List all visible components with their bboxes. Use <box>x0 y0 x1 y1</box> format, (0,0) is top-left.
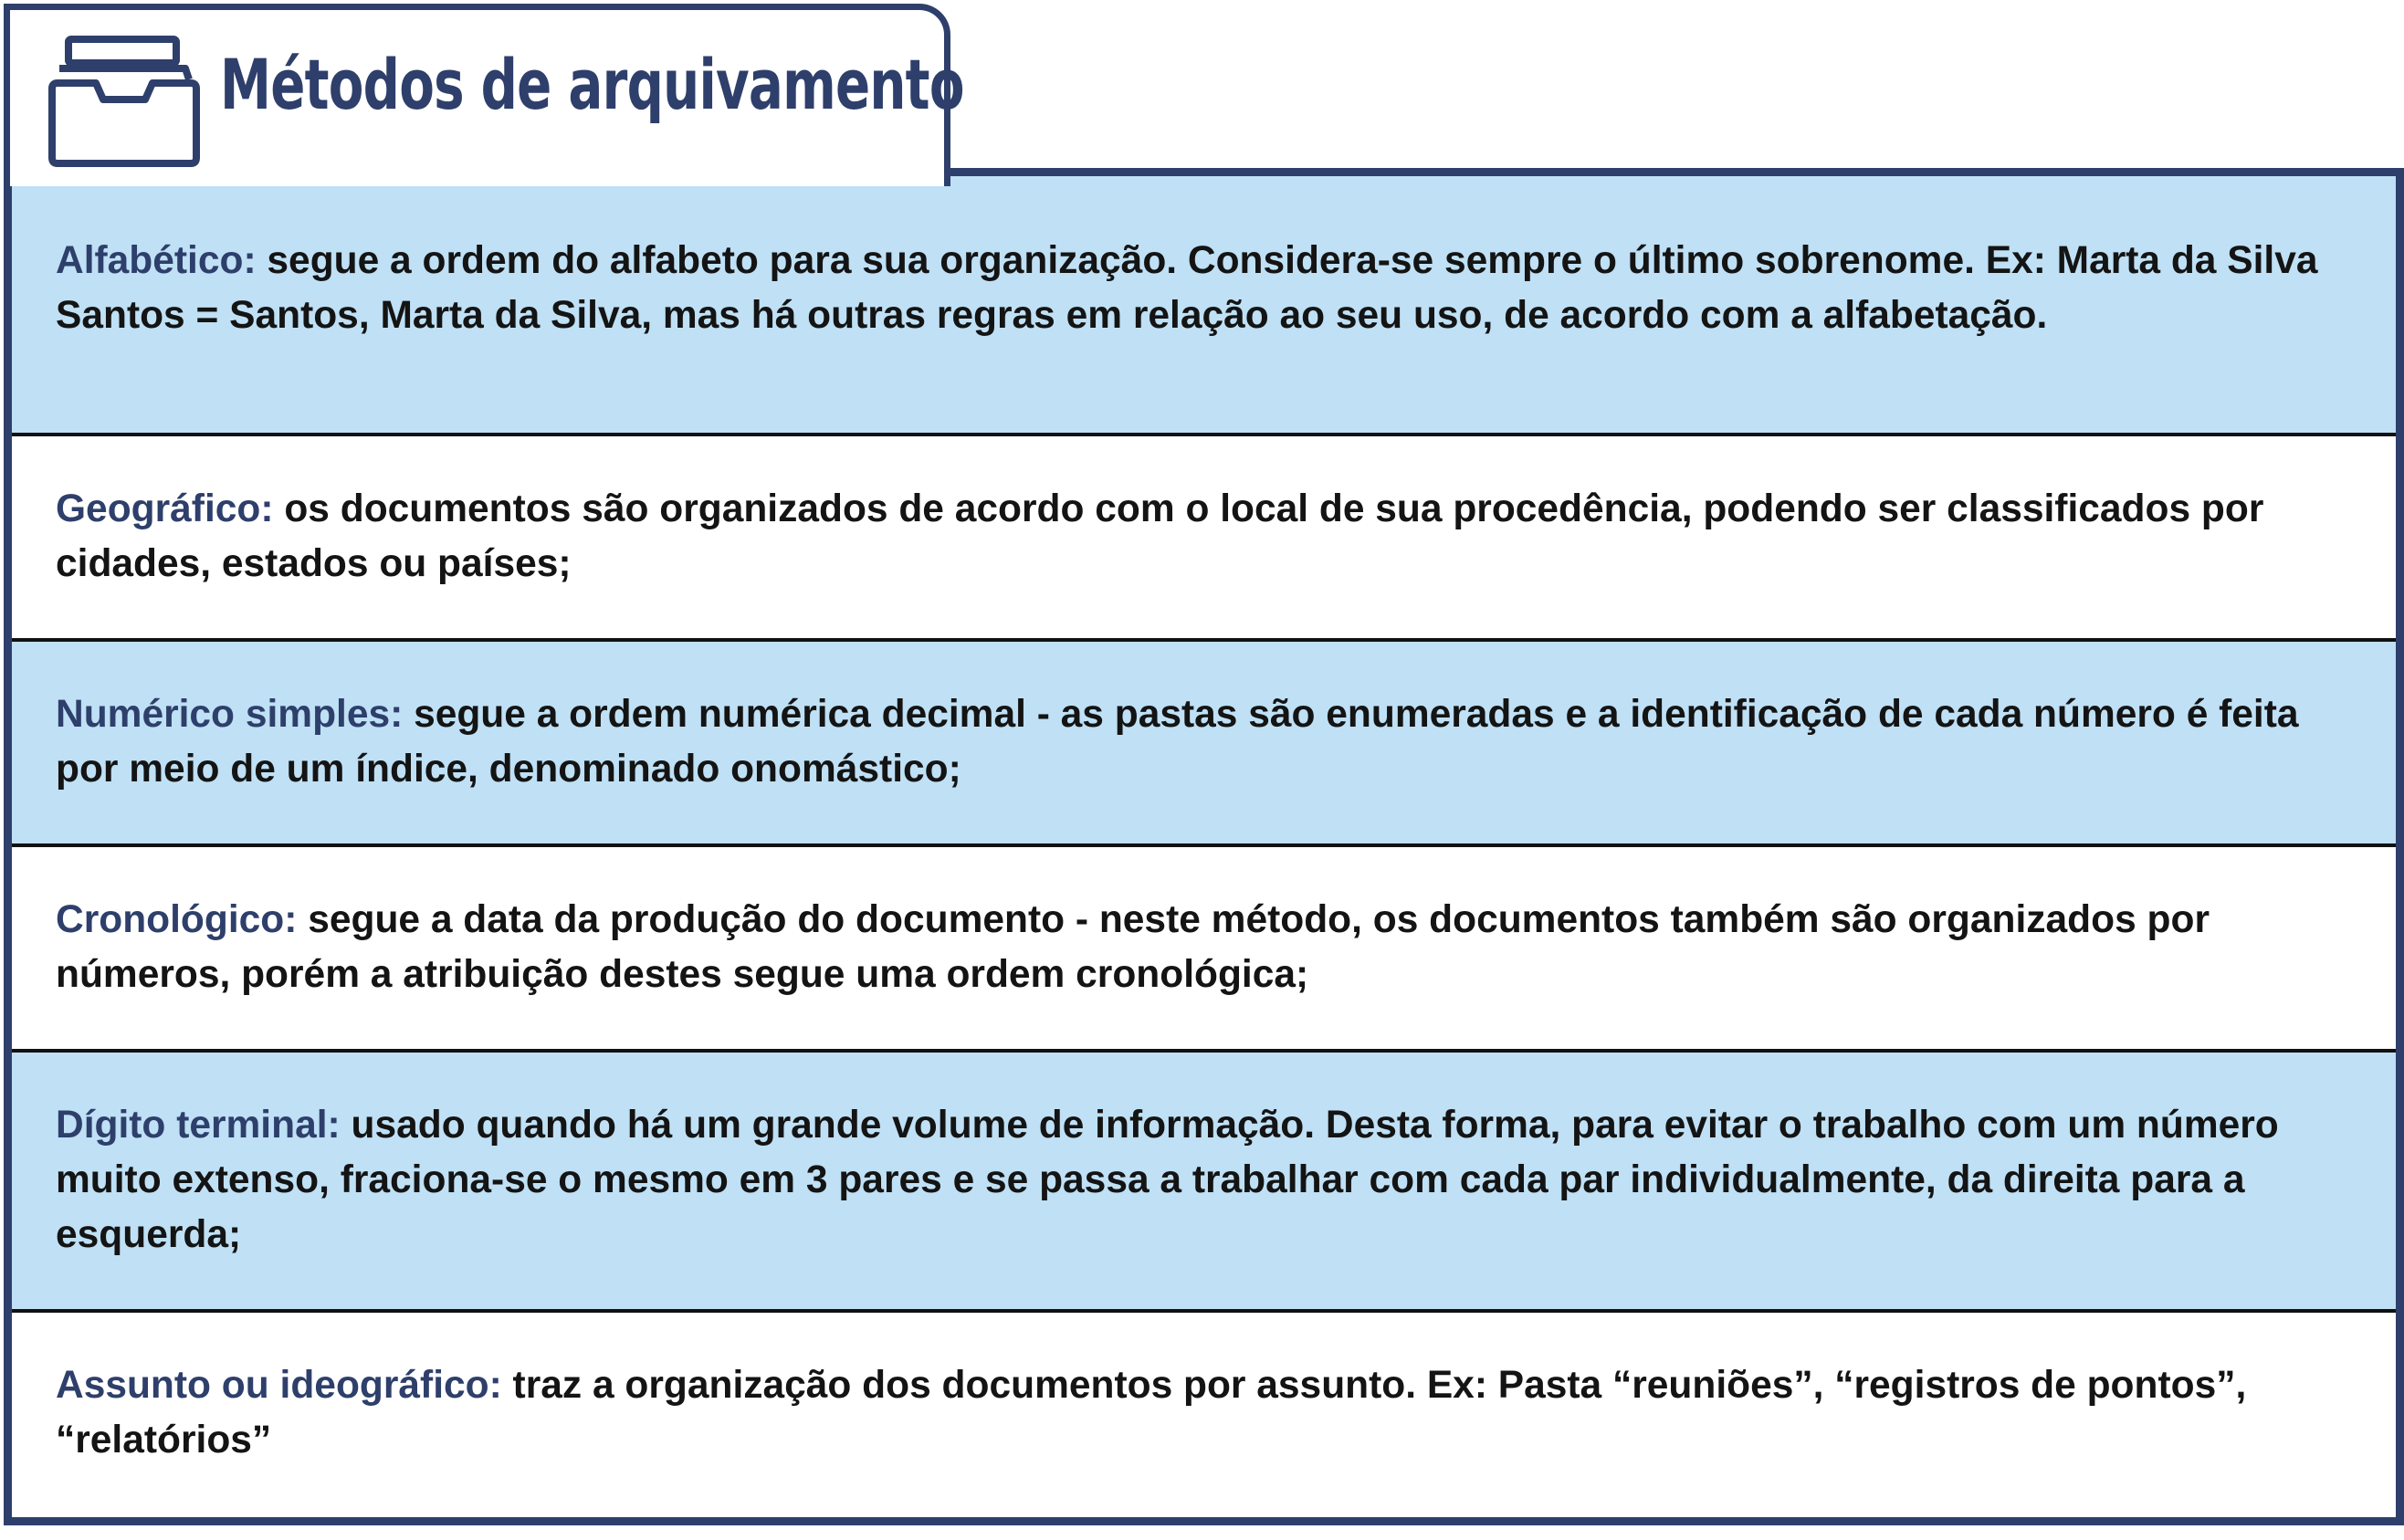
method-term: Assunto ou ideográfico: <box>56 1364 502 1407</box>
method-description: usado quando há um grande volume de informação. Desta forma, para evitar o trabalho com um número muito extenso, fraciona-se o mesmo em 3 pares e se passa a trabalhar com cada par individualmente, da direita para a esquerda; <box>56 1104 2279 1256</box>
method-row-digito-terminal <box>12 1053 2396 1313</box>
method-description: segue a data da produção do documento - neste método, os documentos também são organizados por números, porém a atribuição destes segue uma ordem cronológica; <box>56 898 2210 996</box>
method-text <box>56 1098 2348 1262</box>
method-row-cronologico <box>12 847 2396 1053</box>
method-text <box>56 893 2348 1002</box>
method-term: Cronológico: <box>56 898 298 941</box>
method-text <box>56 687 2348 797</box>
method-row-alfabetico <box>12 176 2396 436</box>
folder-icon <box>47 32 202 169</box>
method-term: Dígito terminal: <box>56 1104 341 1147</box>
method-text <box>56 482 2348 592</box>
method-term: Numérico simples: <box>56 693 404 736</box>
methods-table <box>4 168 2404 1525</box>
method-row-assunto <box>12 1313 2396 1517</box>
page-title: Métodos de arquivamento <box>220 44 964 125</box>
method-row-geografico <box>12 436 2396 642</box>
method-term: Geográfico: <box>56 487 274 530</box>
method-term: Alfabético: <box>56 239 257 282</box>
method-text <box>56 1358 2348 1468</box>
method-row-numerico-simples <box>12 642 2396 847</box>
method-text <box>56 234 2348 343</box>
header-tab <box>4 4 964 186</box>
method-description: segue a ordem do alfabeto para sua organização. Considera-se sempre o último sobrenome. Ex: Marta da Silva Santos = Santos, Marta da Silva, mas há outras regras em relação ao seu uso, de acordo com a alfabetação. <box>56 239 2318 337</box>
method-description: os documentos são organizados de acordo com o local de sua procedência, podendo ser classificados por cidades, estados ou países; <box>56 487 2264 585</box>
method-description: segue a ordem numérica decimal - as pastas são enumeradas e a identificação de cada número é feita por meio de um índice, denominado onomástico; <box>56 693 2299 791</box>
method-description: traz a organização dos documentos por assunto. Ex: Pasta “reuniões”, “registros de pontos”, “relatórios” <box>56 1364 2247 1461</box>
